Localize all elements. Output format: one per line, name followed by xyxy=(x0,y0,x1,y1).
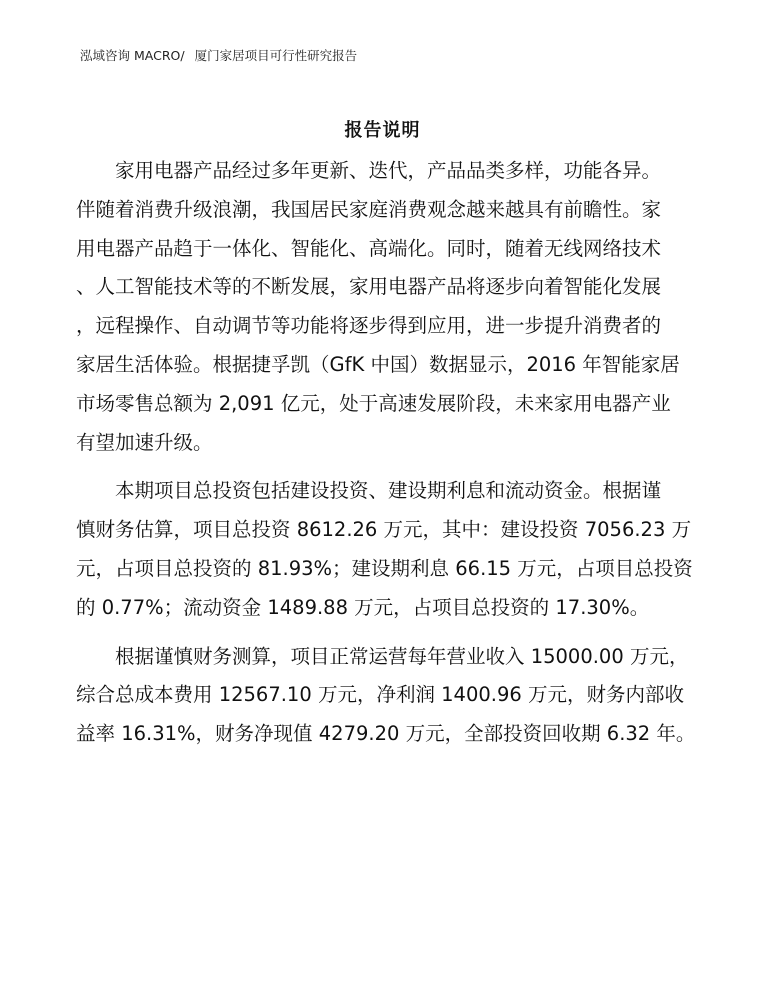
text-line: 市场零售总额为 2,091 亿元，处于高速发展阶段，未来家用电器产业 xyxy=(76,391,671,415)
text-line: 伴随着消费升级浪潮，我国居民家庭消费观念越来越具有前瞻性。家 xyxy=(76,197,662,221)
text-line: 的 0.77%；流动资金 1489.88 万元，占项目总投资的 17.30%。 xyxy=(76,595,650,619)
report-body xyxy=(76,152,696,754)
text-line: 元，占项目总投资的 81.93%；建设期利息 66.15 万元，占项目总投资 xyxy=(76,556,693,580)
text-line: 综合总成本费用 12567.10 万元，净利润 1400.96 万元，财务内部收 xyxy=(76,683,684,707)
text-line: 家用电器产品经过多年更新、迭代，产品品类多样，功能各异。 xyxy=(115,159,662,182)
paragraph-spacer xyxy=(76,462,692,472)
text-line: 本期项目总投资包括建设投资、建设期利息和流动资金。根据谨 xyxy=(115,479,662,503)
paragraph-background xyxy=(76,152,692,462)
text-line: 家居生活体验。根据捷孚凯（GfK 中国）数据显示，2016 年智能家居 xyxy=(76,352,680,376)
header-doc-title: 厦门家居项目可行性研究报告 xyxy=(194,48,358,63)
paragraph-investment xyxy=(76,472,692,627)
section-title: 报告说明 xyxy=(344,120,421,141)
page-header xyxy=(80,46,357,64)
text-line: ，远程操作、自动调节等功能将逐步得到应用，进一步提升消费者的 xyxy=(76,314,662,338)
text-line: 根据谨慎财务测算，项目正常运营每年营业收入 15000.00 万元， xyxy=(115,644,689,668)
text-line: 慎财务估算，项目总投资 8612.26 万元，其中：建设投资 7056.23 万 xyxy=(76,518,692,542)
header-publisher: 泓域咨询 MACRO/ xyxy=(80,48,185,63)
paragraph-financials xyxy=(76,638,696,754)
paragraph-spacer xyxy=(76,628,692,638)
text-line: 、人工智能技术等的不断发展，家用电器产品将逐步向着智能化发展 xyxy=(76,275,662,299)
text-line: 有望加速升级。 xyxy=(76,430,213,454)
text-line: 用电器产品趋于一体化、智能化、高端化。同时，随着无线网络技术 xyxy=(76,236,662,260)
text-line: 益率 16.31%，财务净现值 4279.20 万元，全部投资回收期 6.32 年。 xyxy=(76,722,696,746)
